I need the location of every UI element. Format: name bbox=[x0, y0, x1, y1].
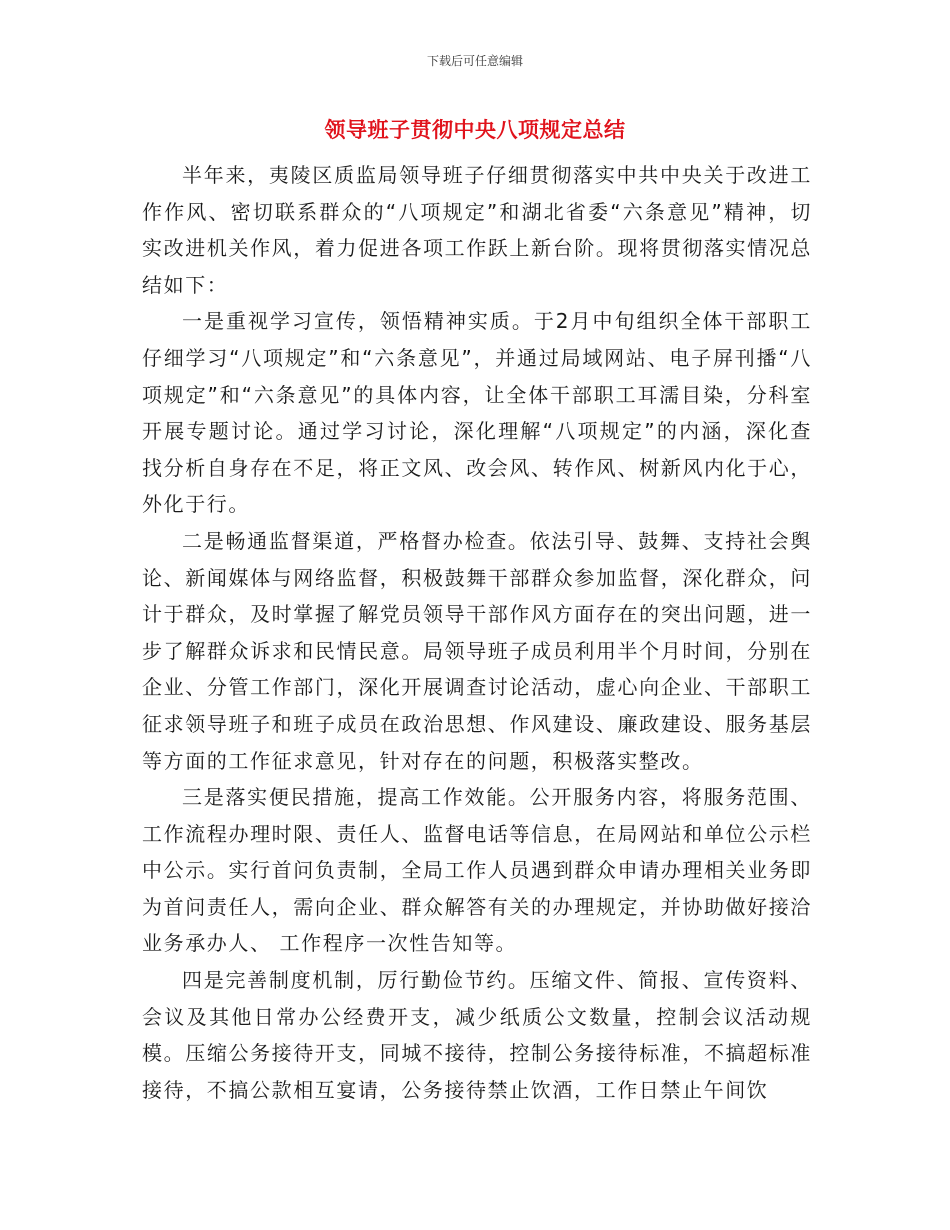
document-title: 领导班子贯彻中央八项规定总结 bbox=[324, 118, 626, 142]
paragraph-4: 四是完善制度机制，厉行勤俭节约。压缩文件、简报、宣传资料、会议及其他日常办公经费开支，减少纸质公文数量，控制会议活动规模。压缩公务接待开支，同城不接待，控制公务接待标准，不搞超标准接待，不搞公款相互宴请，公务接待禁止饮酒，工作日禁止午间饮 bbox=[142, 968, 812, 1102]
paragraph-intro: 半年来，夷陵区质监局领导班子仔细贯彻落实中共中央关于改进工作作风、密切联系群众的“八项规定”和湖北省委“六条意见”精神，切实改进机关作风，着力促进各项工作跃上新台阶。现将贯彻落实情况总结如下： bbox=[142, 163, 812, 297]
document-body bbox=[142, 157, 812, 1108]
header-note: 下载后可任意编辑 bbox=[426, 54, 523, 68]
paragraph-3: 三是落实便民措施，提高工作效能。公开服务内容，将服务范围、工作流程办理时限、责任人、监督电话等信息，在局网站和单位公示栏中公示。实行首问负责制，全局工作人员遇到群众申请办理相关业务即为首问责任人，需向企业、群众解答有关的办理规定，并协助做好接洽业务承办人、 工作程序一次性告知等。 bbox=[142, 785, 812, 956]
paragraph-1: 一是重视学习宣传，领悟精神实质。于2月中旬组织全体干部职工仔细学习“八项规定”和“六条意见”，并通过局域网站、电子屏刊播“八项规定”和“六条意见”的具体内容，让全体干部职工耳濡目染，分科室开展专题讨论。通过学习讨论，深化理解“八项规定”的内涵，深化查找分析自身存在不足，将正文风、改会风、转作风、树新风内化于心，外化于行。 bbox=[142, 309, 812, 517]
paragraph-2: 二是畅通监督渠道，严格督办检查。依法引导、鼓舞、支持社会舆论、新闻媒体与网络监督，积极鼓舞干部群众参加监督，深化群众，问计于群众，及时掌握了解党员领导干部作风方面存在的突出问题，进一步了解群众诉求和民情民意。局领导班子成员利用半个月时间，分别在企业、分管工作部门，深化开展调查讨论活动，虚心向企业、干部职工征求领导班子和班子成员在政治思想、作风建设、廉政建设、服务基层等方面的工作征求意见，针对存在的问题，积极落实整改。 bbox=[142, 528, 812, 773]
